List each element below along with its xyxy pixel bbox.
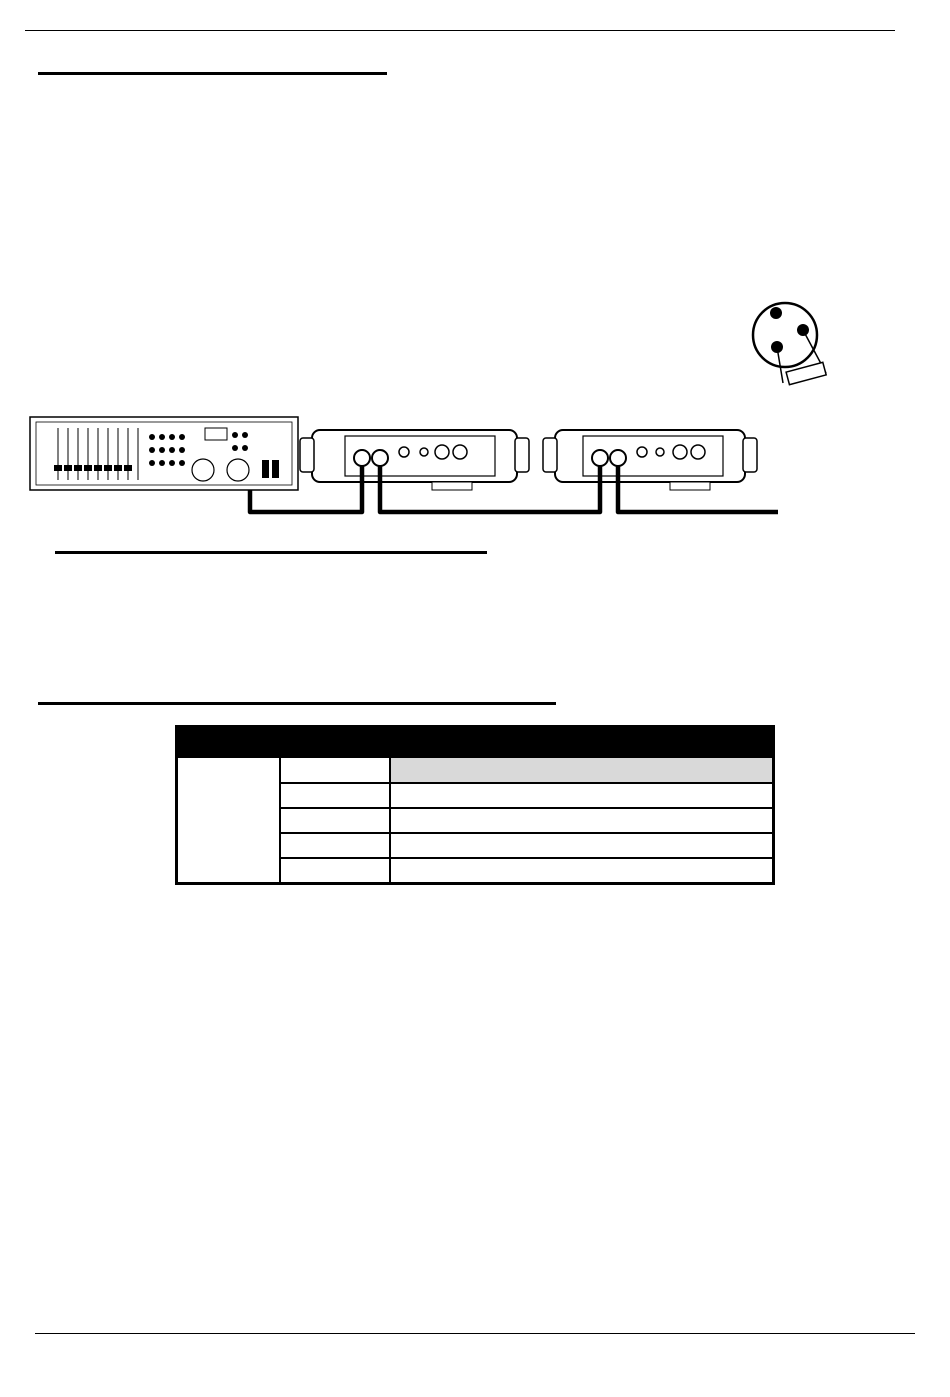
- footer-rule: [35, 1333, 915, 1334]
- table-cell-value: [280, 858, 390, 883]
- table-cell-value: [280, 833, 390, 858]
- dmx-diagram-drawing: [0, 290, 950, 530]
- table-cell-description: [390, 833, 774, 858]
- unit-1-fixture-icon: [300, 430, 529, 490]
- table-cell-description: [390, 858, 774, 883]
- table-cell-value: [280, 808, 390, 833]
- table-row: [177, 757, 774, 783]
- section-heading-underline: [38, 702, 556, 705]
- table-cell-value: [280, 757, 390, 783]
- table-header-cell: [177, 727, 281, 758]
- dmx-connection-diagram: [0, 290, 950, 530]
- dmx-channel-table: [175, 725, 775, 885]
- table-cell-description: [390, 757, 774, 783]
- dmx-controller-icon: [30, 417, 298, 490]
- section-heading-underline: [55, 551, 487, 554]
- table-cell-description: [390, 783, 774, 808]
- unit-2-fixture-icon: [543, 430, 757, 490]
- table-cell-description: [390, 808, 774, 833]
- header-rule: [25, 30, 895, 31]
- table-header-cell: [390, 727, 774, 758]
- section-heading-underline: [38, 72, 387, 75]
- table-body: [177, 757, 774, 883]
- xlr-connector-icon: [753, 303, 826, 385]
- table-cell-value: [280, 783, 390, 808]
- table-header-cell: [280, 727, 390, 758]
- table-cell-group: [177, 757, 281, 883]
- table-header-row: [177, 727, 774, 758]
